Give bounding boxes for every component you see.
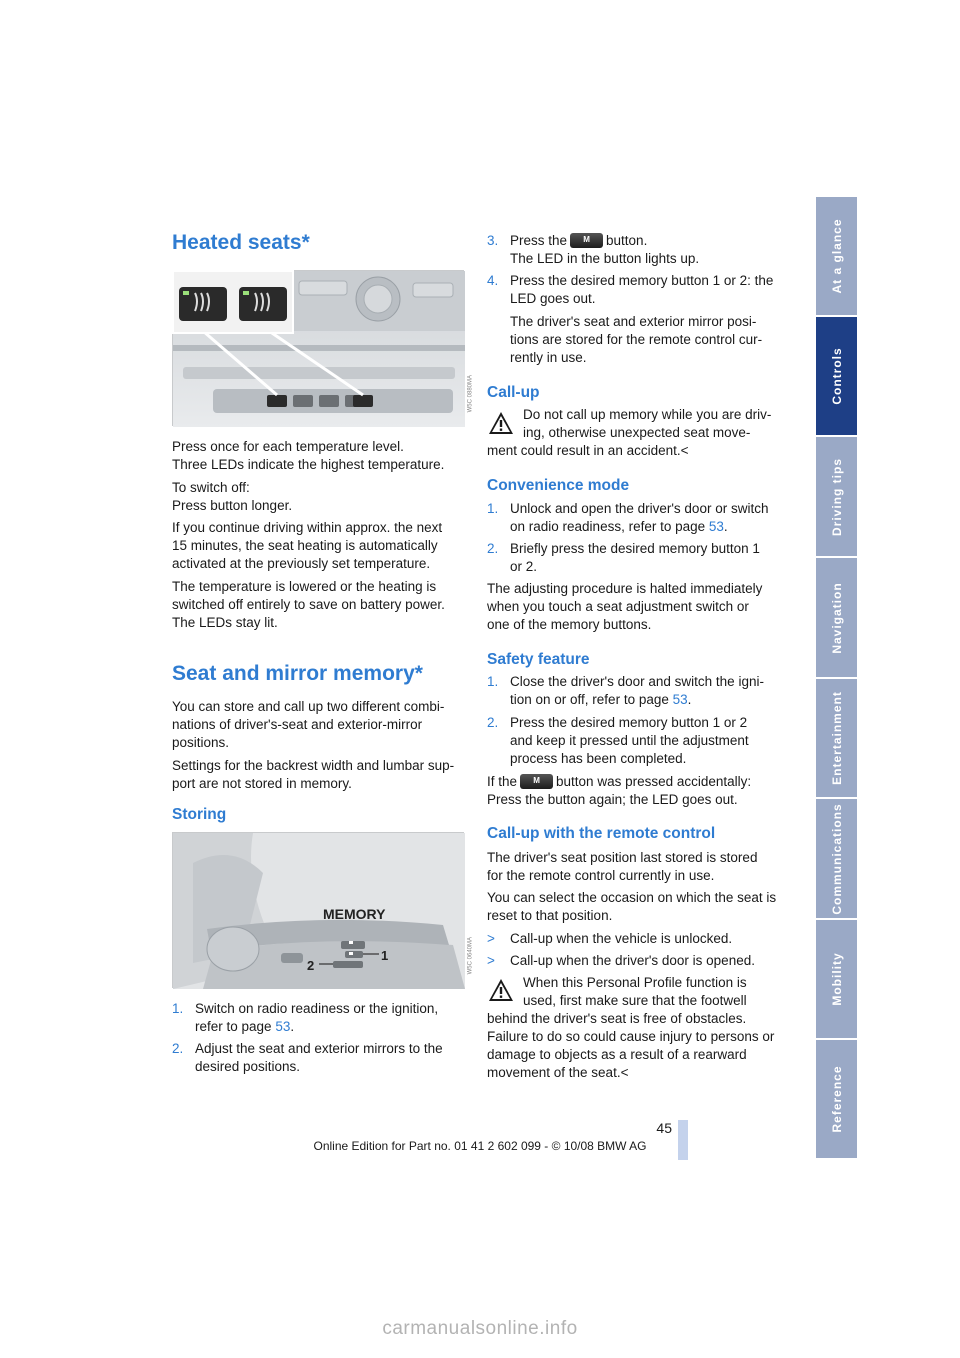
tab-driving-tips[interactable]: Driving tips [816,437,857,558]
image-code: W5C 0640MA [467,937,473,975]
memory-p1b: nations of driver's-seat and exterior-mirror [172,717,423,732]
convenience-p-a: The adjusting procedure is halted immediately [487,581,763,596]
remote-bullet-2: > Call-up when the driver's door is opened. [487,953,755,968]
memory-p2a: Settings for the backrest width and lumbar sup- [172,758,455,773]
convenience-heading: Convenience mode [487,477,630,494]
page-link[interactable]: 53 [275,1019,291,1034]
safety-heading: Safety feature [487,651,590,668]
heated-p3a: If you continue driving within approx. the next [172,520,443,535]
page-number: 45 [656,1120,672,1136]
storing-step-4: 4. Press the desired memory button 1 or 2: the LED goes out. The driver's seat and exterior mirror posi- tions are stored for the remote control cur- rently in use. [487,273,774,365]
callup-warn-c: ment could result in an accident.< [487,443,689,458]
chapter-tabs [816,197,857,1160]
convenience-p-c: one of the memory buttons. [487,617,652,632]
footer-edition: Online Edition for Part no. 01 41 2 602 099 - © 10/08 BMW AG [313,1139,647,1153]
page-link[interactable]: 53 [708,519,724,534]
safety-step-1: 1. Close the driver's door and switch the igni- tion on or off, refer to page 53. [487,674,764,707]
remote-bullet-1: > Call-up when the vehicle is unlocked. [487,931,733,946]
remote-warn-a: When this Personal Profile function is [523,975,747,990]
tab-mobility[interactable]: Mobility [816,920,857,1040]
heated-p3c: activated at the previously set temperature. [172,556,431,571]
remote-warn-b: used, first make sure that the footwell [523,993,747,1008]
heated-p1b: Three LEDs indicate the highest temperature. [172,457,445,472]
convenience-step-1: 1. Unlock and open the driver's door or switch on radio readiness, refer to page 53. [487,501,769,534]
heated-p4c: The LEDs stay lit. [172,615,278,630]
heated-p4a: The temperature is lowered or the heating is [172,579,437,594]
tab-controls[interactable]: Controls [816,317,857,437]
console-illustration [173,271,465,427]
heated-p2a: To switch off: [172,480,250,495]
storing-step-1: 1. Switch on radio readiness or the ignition, refer to page 53. [172,1001,439,1034]
memory-p2b: port are not stored in memory. [172,776,352,791]
heated-p2b: Press button longer. [172,498,293,513]
tab-at-a-glance[interactable]: At a glance [816,197,857,317]
callup-warn-b: ing, otherwise unexpected seat move- [523,425,751,440]
memory-label-2: 2 [307,958,315,973]
image-code: W5C 0880MA [467,375,473,413]
tab-communications[interactable]: Communications [816,799,857,920]
heated-seats-heading: Heated seats* [172,231,310,254]
seat-illustration [173,833,465,989]
heated-p4b: switched off entirely to save on battery power. [172,597,445,612]
remote-p2a: You can select the occasion on which the seat is [487,890,777,905]
seat-memory-heading: Seat and mirror memory* [172,662,423,685]
memory-p1a: You can store and call up two different combi- [172,699,445,714]
convenience-p-b: when you touch a seat adjustment switch or [487,599,749,614]
memory-button-icon [520,774,553,789]
memory-p1c: positions. [172,735,230,750]
remote-warn-d: Failure to do so could cause injury to persons or [487,1029,775,1044]
callup-warn-a: Do not call up memory while you are driv- [523,407,772,422]
heated-p1a: Press once for each temperature level. [172,439,404,454]
memory-button-icon [570,233,603,248]
warning-icon [488,978,514,1002]
remote-p1a: The driver's seat position last stored is stored [487,850,758,865]
remote-warn-e: damage to objects as a result of a rearward [487,1047,747,1062]
tab-entertainment[interactable]: Entertainment [816,679,857,799]
safety-p-b: Press the button again; the LED goes out. [487,792,738,807]
memory-label-1: 1 [381,948,389,963]
tab-navigation[interactable]: Navigation [816,558,857,679]
heated-p3b: 15 minutes, the seat heating is automatically [172,538,438,553]
remote-warn-c: behind the driver's seat is free of obstacles. [487,1011,747,1026]
callup-heading: Call-up [487,384,540,401]
safety-p-a: If theM button was pressed accidentally: [487,773,751,791]
remote-p1b: for the remote control currently in use. [487,868,715,883]
storing-step-2: 2. Adjust the seat and exterior mirrors to the desired positions. [172,1041,443,1074]
remote-warn-f: movement of the seat.< [487,1065,629,1080]
storing-step-3: 3. Press theM button. The LED in the button lights up. [487,232,783,268]
safety-step-2: 2. Press the desired memory button 1 or 2 and keep it pressed until the adjustment process has been completed. [487,715,749,766]
watermark: carmanualsonline.info [382,1318,578,1339]
page-link[interactable]: 53 [672,692,688,707]
convenience-step-2: 2. Briefly press the desired memory button 1 or 2. [487,541,760,574]
memory-label: MEMORY [323,906,386,922]
remote-heading: Call-up with the remote control [487,825,716,842]
memory-seat-photo [172,832,473,988]
warning-icon [488,411,514,435]
storing-heading: Storing [172,806,227,823]
remote-p2b: reset to that position. [487,908,613,923]
tab-reference[interactable]: Reference [816,1040,857,1160]
heated-seats-photo [172,270,473,426]
